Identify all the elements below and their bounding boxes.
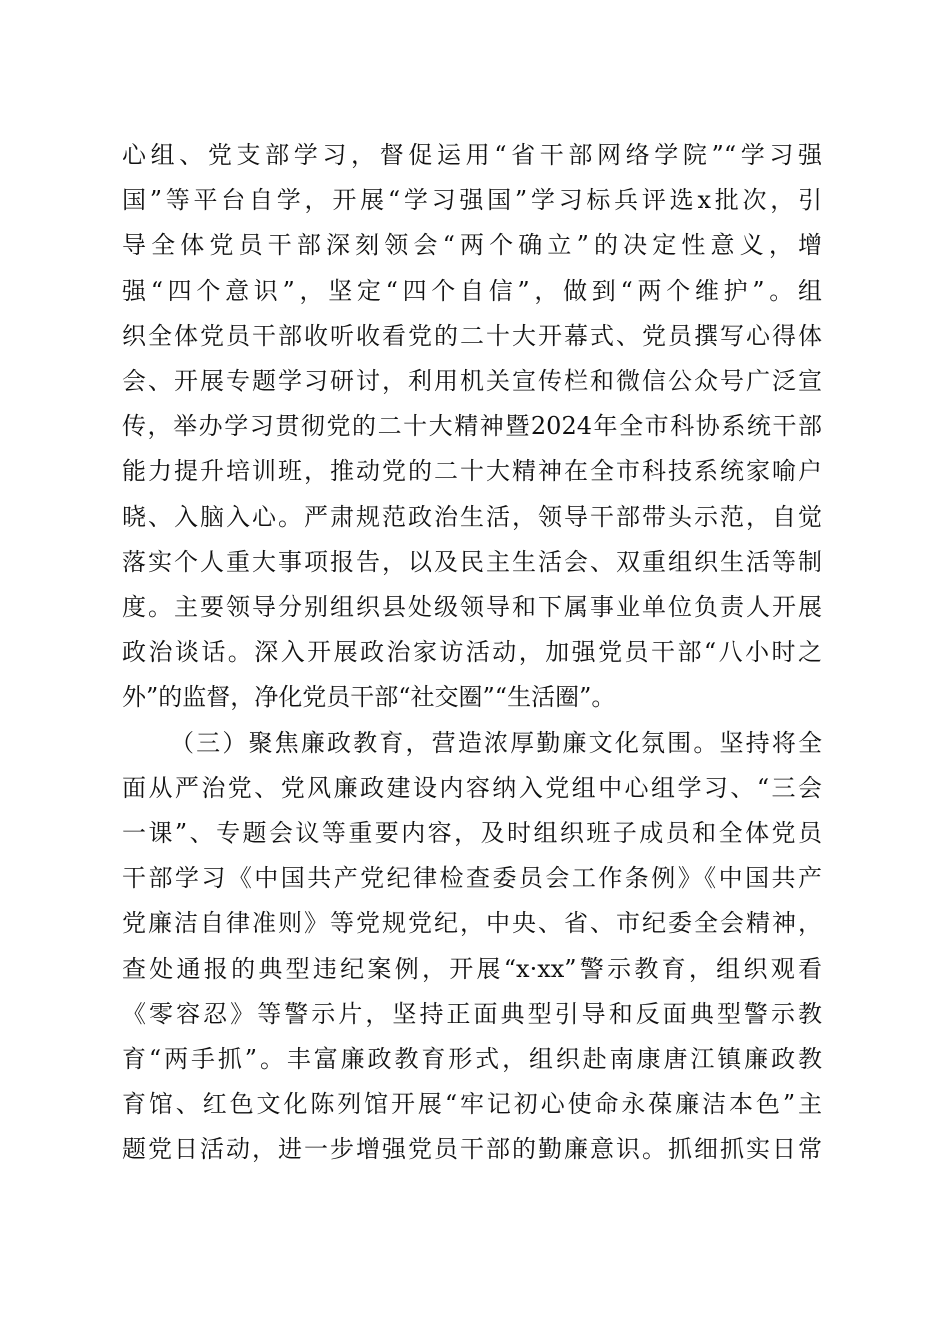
section-heading-line: （三）聚焦廉政教育，营造浓厚勤廉文化氛围。坚持将全 (170, 728, 822, 757)
text-line: 心组、党支部学习，督促运用“省干部网络学院”“学习强 (122, 141, 822, 169)
text-line: 育“两手抓”。丰富廉政教育形式，组织赴南康唐江镇廉政教 (122, 1045, 822, 1073)
text-line: 传，举办学习贯彻党的二十大精神暨2024年全市科协系统干部 (122, 412, 822, 441)
text-line: 外”的监督，净化党员干部“社交圈”“生活圈”。 (122, 683, 616, 712)
text-line: 会、开展专题学习研讨，利用机关宣传栏和微信公众号广泛宣 (122, 367, 822, 395)
text-line: 题党日活动，进一步增强党员干部的勤廉意识。抓细抓实日常 (122, 1135, 822, 1164)
text-line: 强“四个意识”，坚定“四个自信”，做到“两个维护”。组 (122, 276, 822, 305)
text-line: 党廉洁自律准则》等党规党纪，中央、省、市纪委全会精神， (122, 909, 822, 938)
text-line: 干部学习《中国共产党纪律检查委员会工作条例》《中国共产 (122, 864, 822, 893)
text-line: 国”等平台自学，开展“学习强国”学习标兵评选x批次，引 (122, 186, 822, 215)
text-line: 织全体党员干部收听收看党的二十大开幕式、党员撰写心得体 (122, 321, 822, 350)
text-line: 政治谈话。深入开展政治家访活动，加强党员干部“八小时之 (122, 638, 822, 667)
text-line: 面从严治党、党风廉政建设内容纳入党组中心组学习、“三会 (122, 773, 822, 802)
text-line: 晓、入脑入心。严肃规范政治生活，领导干部带头示范，自觉 (122, 502, 822, 531)
text-line: 查处通报的典型违纪案例，开展“x·xx”警示教育，组织观看 (122, 954, 822, 983)
text-line: 能力提升培训班，推动党的二十大精神在全市科技系统家喻户 (122, 457, 822, 486)
text-line: 度。主要领导分别组织县处级领导和下属事业单位负责人开展 (122, 593, 822, 621)
text-line: 落实个人重大事项报告，以及民主生活会、双重组织生活等制 (122, 547, 822, 576)
text-line: 一课”、专题会议等重要内容，及时组织班子成员和全体党员 (122, 819, 822, 847)
text-line: 《零容忍》等警示片，坚持正面典型引导和反面典型警示教 (122, 999, 822, 1028)
text-line: 导全体党员干部深刻领会“两个确立”的决定性意义，增 (122, 231, 822, 260)
text-line: 育馆、红色文化陈列馆开展“牢记初心使命永葆廉洁本色”主 (122, 1090, 822, 1119)
